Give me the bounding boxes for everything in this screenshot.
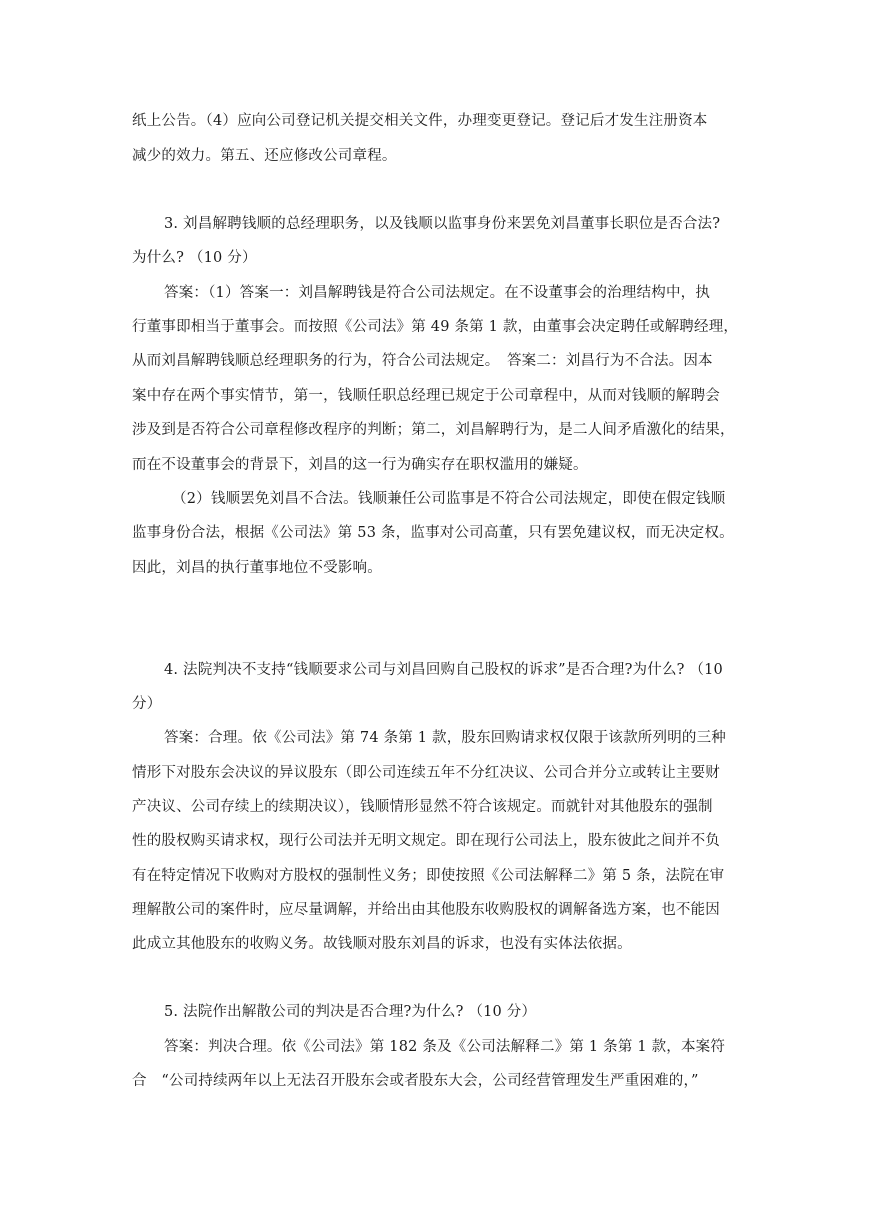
text-line: 合 “公司持续两年以上无法召开股东会或者股东大会，公司经营管理发生严重困难的，”: [132, 1073, 699, 1089]
text-line: 从而刘昌解聘钱顺总经理职务的行为，符合公司法规定。 答案二：刘昌行为不合法。因本: [132, 353, 713, 369]
question-4-title: 4. 法院判决不支持“钱顺要求公司与刘昌回购自己股权的诉求”是否合理?为什么? （10: [164, 662, 723, 678]
text-line: 产决议、公司存续上的续期决议），钱顺情形显然不符合该规定。而就针对其他股东的强制: [132, 799, 713, 815]
text-line: 监事身份合法，根据《公司法》第 53 条，监事对公司高董，只有罢免建议权，而无决定权。: [132, 525, 734, 541]
question-3-title-cont: 为什么? （10 分）: [132, 250, 257, 266]
text-line: 答案：判决合理。依《公司法》第 182 条及《公司法解释二》第 1 条第 1 款，本案符: [164, 1039, 726, 1055]
text-line: 答案：合理。依《公司法》第 74 条第 1 款，股东回购请求权仅限于该款所列明的三种: [164, 730, 727, 746]
text-line: 因此，刘昌的执行董事地位不受影响。: [132, 560, 382, 576]
question-5-title: 5. 法院作出解散公司的判决是否合理?为什么? （10 分）: [164, 1004, 537, 1020]
text-line: 而在不设董事会的背景下，刘昌的这一行为确实存在职权滥用的嫌疑。: [132, 457, 588, 473]
text-line: 此成立其他股东的收购义务。故钱顺对股东刘昌的诉求，也没有实体法依据。: [132, 936, 632, 952]
text-line: 性的股权购买请求权，现行公司法并无明文规定。即在现行公司法上，股东彼此之间并不负: [132, 833, 720, 849]
question-4-title-cont: 分）: [132, 696, 162, 712]
text-line: 情形下对股东会决议的异议股东（即公司连续五年不分红决议、公司合并分立或转让主要财: [132, 765, 720, 781]
text-line: 减少的效力。第五、还应修改公司章程。: [132, 148, 397, 164]
text-line: 涉及到是否符合公司章程修改程序的判断；第二，刘昌解聘行为，是二人间矛盾激化的结果，: [132, 422, 735, 438]
text-line: 有在特定情况下收购对方股权的强制性义务；即使按照《公司法解释二》第 5 条，法院在审: [132, 868, 725, 884]
text-line: 行董事即相当于董事会。而按照《公司法》第 49 条第 1 款，由董事会决定聘任或解聘经理，: [132, 319, 739, 335]
text-line: 理解散公司的案件时，应尽量调解，并给出由其他股东收购股权的调解备选方案，也不能因: [132, 902, 720, 918]
text-line: 答案：（1）答案一：刘昌解聘钱是符合公司法规定。在不设董事会的治理结构中，执: [164, 285, 711, 301]
text-line: 案中存在两个事实情节，第一，钱顺任职总经理已规定于公司章程中，从而对钱顺的解聘会: [132, 388, 720, 404]
text-line: 纸上公告。（4）应向公司登记机关提交相关文件，办理变更登记。登记后才发生注册资本: [132, 113, 708, 129]
question-3-title: 3. 刘昌解聘钱顺的总经理职务，以及钱顺以监事身份来罢免刘昌董事长职位是否合法?: [164, 216, 721, 232]
text-line: （2）钱顺罢免刘昌不合法。钱顺兼任公司监事是不符合公司法规定，即使在假定钱顺: [172, 491, 726, 507]
